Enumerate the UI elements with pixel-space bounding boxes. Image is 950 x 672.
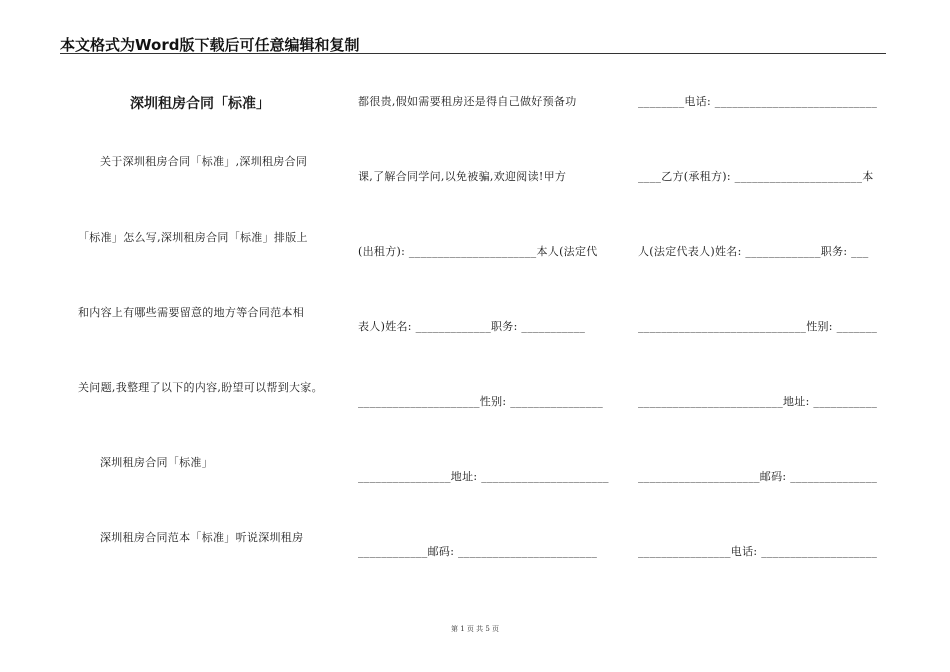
- header-rule: [60, 53, 886, 54]
- col1-line-6: 深圳租房合同范本「标准」听说深圳租房: [100, 531, 304, 544]
- page-footer: 第 1 页 共 5 页: [450, 625, 500, 633]
- col3-line-2: ____乙方(承租方): ______________________本: [638, 170, 874, 183]
- col3-line-1: ________电话: ____________________________: [638, 95, 878, 108]
- col3-line-5: _________________________地址: ___________: [638, 395, 878, 408]
- col3-line-3: 人(法定代表人)姓名: _____________职务: ___: [638, 245, 869, 258]
- document-title: 深圳租房合同「标准」: [130, 96, 270, 112]
- col3-line-7: ________________电话: ____________________: [638, 545, 878, 558]
- col1-subheading: 深圳租房合同「标准」: [100, 456, 213, 469]
- col2-line-1: 都很贵,假如需要租房还是得自己做好预备功: [358, 95, 577, 108]
- col2-line-2: 课,了解合同学问,以免被骗,欢迎阅读!甲方: [358, 170, 567, 183]
- page-header: 本文格式为Word版下载后可任意编辑和复制: [60, 36, 360, 54]
- col3-line-6: _____________________邮码: _______________: [638, 470, 878, 483]
- col1-line-3: 和内容上有哪些需要留意的地方等合同范本相: [78, 306, 304, 319]
- col1-line-1: 关于深圳租房合同「标准」,深圳租房合同: [100, 155, 308, 168]
- col2-line-3: (出租方): ______________________本人(法定代: [358, 245, 598, 258]
- col2-line-7: ____________邮码: ________________________: [358, 545, 598, 558]
- col3-line-4: _____________________________性别: _______: [638, 320, 878, 333]
- col1-line-2: 「标准」怎么写,深圳租房合同「标准」排版上: [78, 231, 308, 244]
- col2-line-5: _____________________性别: ________________: [358, 395, 604, 408]
- col2-line-6: ________________地址: ______________________: [358, 470, 609, 483]
- col2-line-4: 表人)姓名: _____________职务: ___________: [358, 320, 586, 333]
- col1-line-4: 关问题,我整理了以下的内容,盼望可以帮到大家。: [78, 381, 323, 394]
